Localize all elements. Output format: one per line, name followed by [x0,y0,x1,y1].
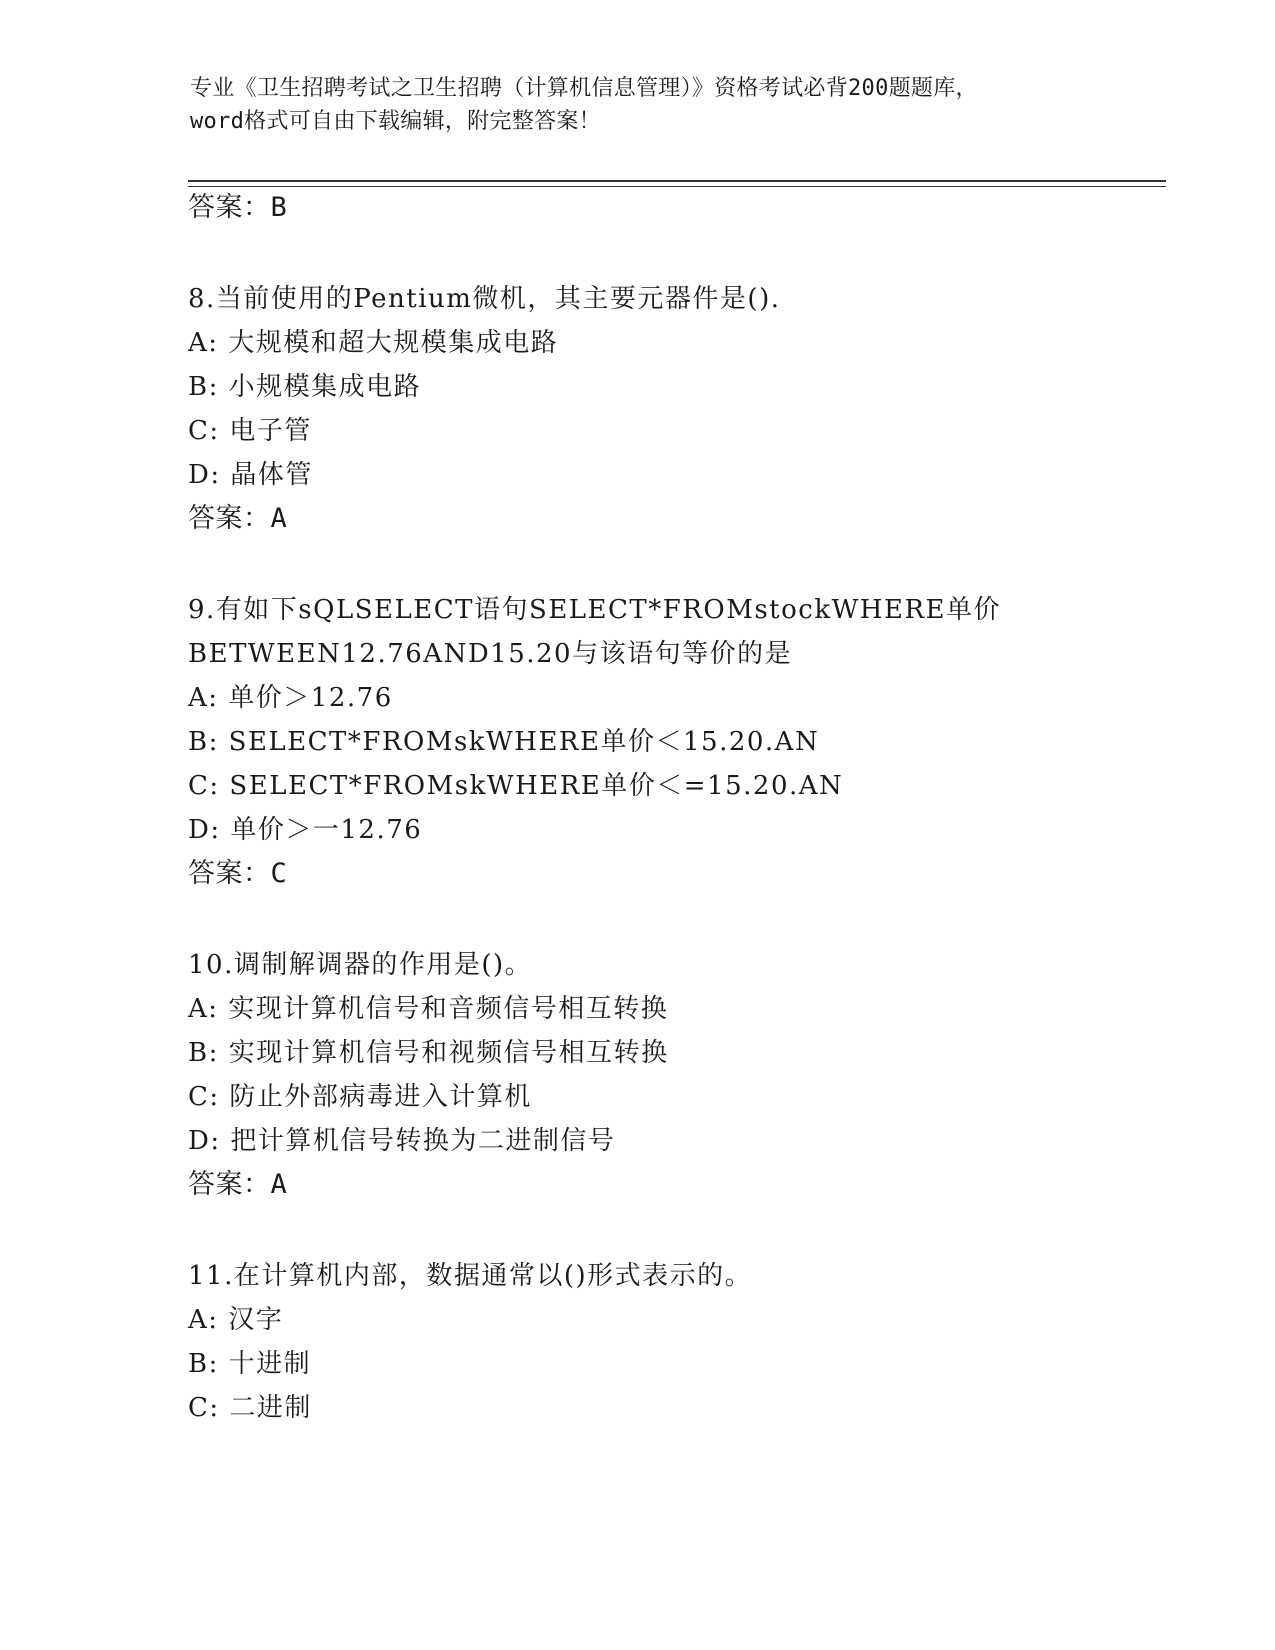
question-10-option-d: D: 把计算机信号转换为二进制信号 [188,1126,616,1156]
header-divider-thick [188,180,1166,182]
question-11-option-c: C: 二进制 [188,1393,312,1423]
question-8-option-c: C: 电子管 [188,416,312,446]
question-8-answer: 答案：A [188,503,288,534]
question-10-option-b: B: 实现计算机信号和视频信号相互转换 [188,1038,669,1068]
question-9-option-b: B: SELECT*FROMskWHERE单价＜15.20.AN [188,727,820,757]
question-9-stem-line-1: 9.有如下sQLSELECT语句SELECT*FROMstockWHERE单价 [188,595,1002,625]
header-divider-thin [188,186,1166,187]
question-8-stem: 8.当前使用的Pentium微机，其主要元器件是(). [188,284,781,314]
question-9-answer: 答案：C [188,858,288,889]
question-10-answer: 答案：A [188,1169,288,1200]
question-11-option-b: B: 十进制 [188,1349,312,1379]
question-9-stem-line-2: BETWEEN12.76AND15.20与该语句等价的是 [188,639,793,669]
question-10-stem: 10.调制解调器的作用是()。 [188,950,533,980]
question-8-option-b: B: 小规模集成电路 [188,372,422,402]
question-11-stem: 11.在计算机内部，数据通常以()形式表示的。 [188,1261,753,1291]
question-8-option-a: A: 大规模和超大规模集成电路 [188,328,559,358]
question-11-option-a: A: 汉字 [188,1305,284,1335]
document-header [190,72,1090,138]
header-line-2: word格式可自由下载编辑，附完整答案！ [190,109,601,134]
question-10-option-a: A: 实现计算机信号和音频信号相互转换 [188,994,669,1024]
question-9-option-d: D: 单价＞一12.76 [188,815,423,845]
question-9-option-a: A: 单价＞12.76 [188,683,393,713]
question-10-option-c: C: 防止外部病毒进入计算机 [188,1082,532,1112]
question-9-option-c: C: SELECT*FROMskWHERE单价＜=15.20.AN [188,771,844,801]
header-line-1: 专业《卫生招聘考试之卫生招聘（计算机信息管理）》资格考试必背200题题库， [190,76,978,101]
previous-answer: 答案：B [188,192,288,223]
question-8-option-d: D: 晶体管 [188,460,313,490]
